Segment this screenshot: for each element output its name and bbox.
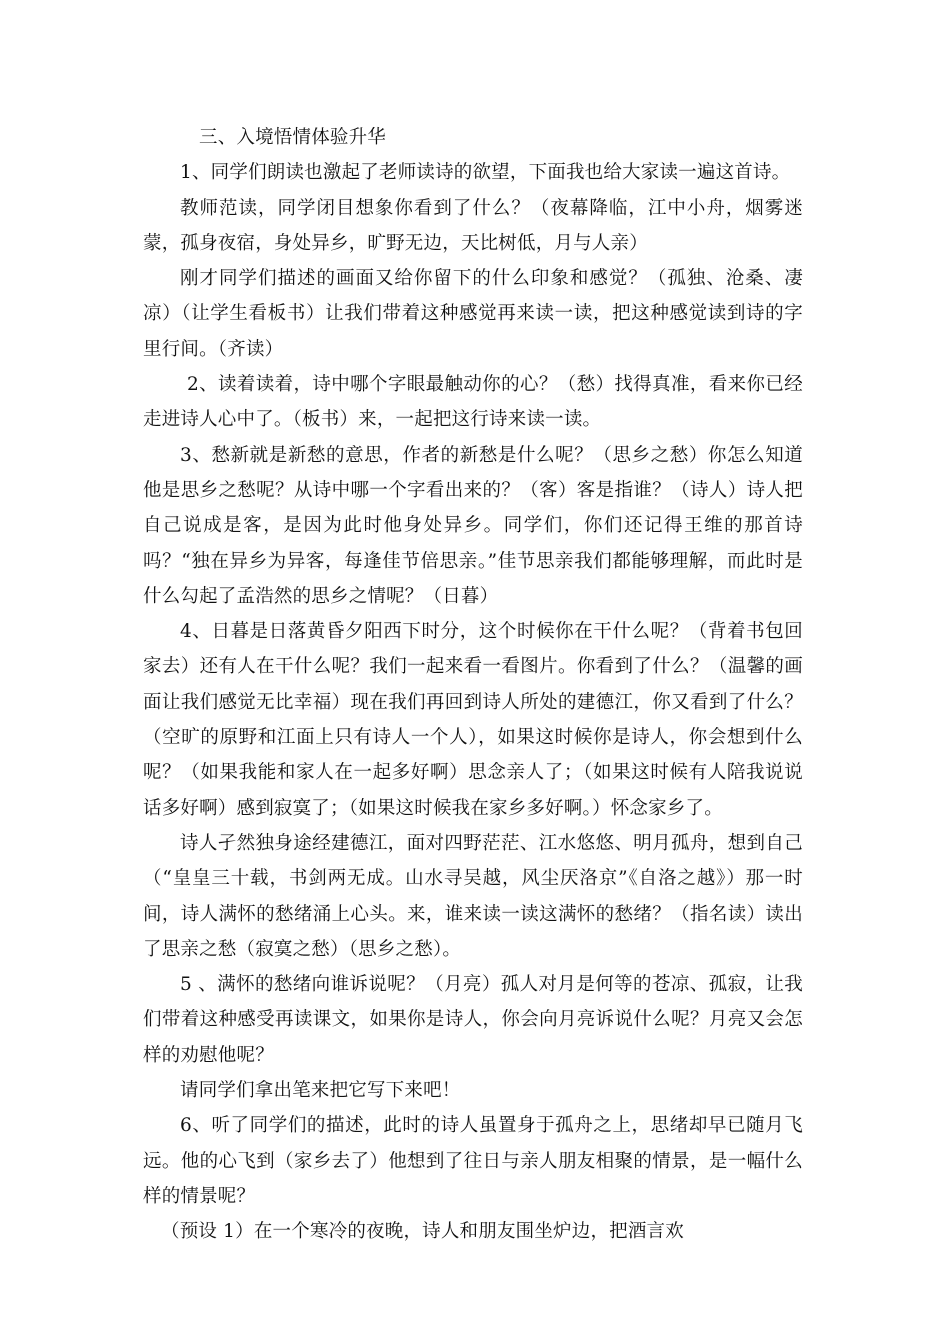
paragraph-8: 5 、满怀的愁绪向谁诉说呢？（月亮）孤人对月是何等的苍凉、孤寂，让我们带着这种感受再读课文，如果你是诗人，你会向月亮诉说什么呢？月亮又会怎样的劝慰他呢？ <box>143 974 803 1066</box>
paragraph-3: 刚才同学们描述的画面又给你留下的什么印象和感觉？（孤独、沧桑、凄凉）（让学生看板书）让我们带着这种感觉再来读一读，把这种感觉读到诗的字里行间。（齐读） <box>143 268 803 360</box>
paragraph-4: 2、读着读着，诗中哪个字眼最触动你的心？（愁）找得真准，看来你已经走进诗人心中了。（板书）来，一起把这行诗来读一读。 <box>143 374 803 431</box>
paragraph-7: 诗人孑然独身途经建德江，面对四野茫茫、江水悠悠、明月孤舟，想到自己（“皇皇三十载，书剑两无成。山水寻吴越，风尘厌洛京”《自洛之越》）那一时间，诗人满怀的愁绪涌上心头。来，谁来读一读这满怀的愁绪？（指名读）读出了思亲之愁（寂寞之愁）（思乡之愁）。 <box>143 832 803 960</box>
paragraph-11: （预设 1）在一个寒冷的夜晚，诗人和朋友围坐炉边，把酒言欢 <box>161 1221 684 1243</box>
paragraph-9: 请同学们拿出笔来把它写下来吧！ <box>180 1080 461 1102</box>
paragraph-2: 教师范读，同学闭目想象你看到了什么？（夜幕降临，江中小舟，烟雾迷蒙，孤身夜宿，身处异乡，旷野无边，天比树低，月与人亲） <box>143 197 803 254</box>
paragraph-1: 1、同学们朗读也激起了老师读诗的欲望，下面我也给大家读一遍这首诗。 <box>180 162 791 184</box>
paragraph-6: 4、日暮是日落黄昏夕阳西下时分，这个时候你在干什么呢？（背着书包回家去）还有人在干什么呢？我们一起来看一看图片。你看到了什么？（温馨的画面让我们感觉无比幸福）现在我们再回到诗人所处的建德江，你又看到了什么？（空旷的原野和江面上只有诗人一个人），如果这时候你是诗人，你会想到什么呢？（如果我能和家人在一起多好啊）思念亲人了；（如果这时候有人陪我说说话多好啊）感到寂寞了；（如果这时候我在家乡多好啊。）怀念家乡了。 <box>143 621 803 819</box>
paragraph-10: 6、听了同学们的描述，此时的诗人虽置身于孤舟之上，思绪却早已随月飞远。他的心飞到（家乡去了）他想到了往日与亲人朋友相聚的情景，是一幅什么样的情景呢？ <box>143 1115 803 1207</box>
document-body <box>143 120 803 1250</box>
section-heading: 三、入境悟情体验升华 <box>199 127 387 148</box>
paragraph-5: 3、愁新就是新愁的意思，作者的新愁是什么呢？（思乡之愁）你怎么知道他是思乡之愁呢？从诗中哪一个字看出来的？（客）客是指谁？（诗人）诗人把自己说成是客，是因为此时他身处异乡。同学们，你们还记得王维的那首诗吗？“独在异乡为异客，每逢佳节倍思亲。”佳节思亲我们都能够理解，而此时是什么勾起了孟浩然的思乡之情呢？（日暮） <box>143 444 803 607</box>
